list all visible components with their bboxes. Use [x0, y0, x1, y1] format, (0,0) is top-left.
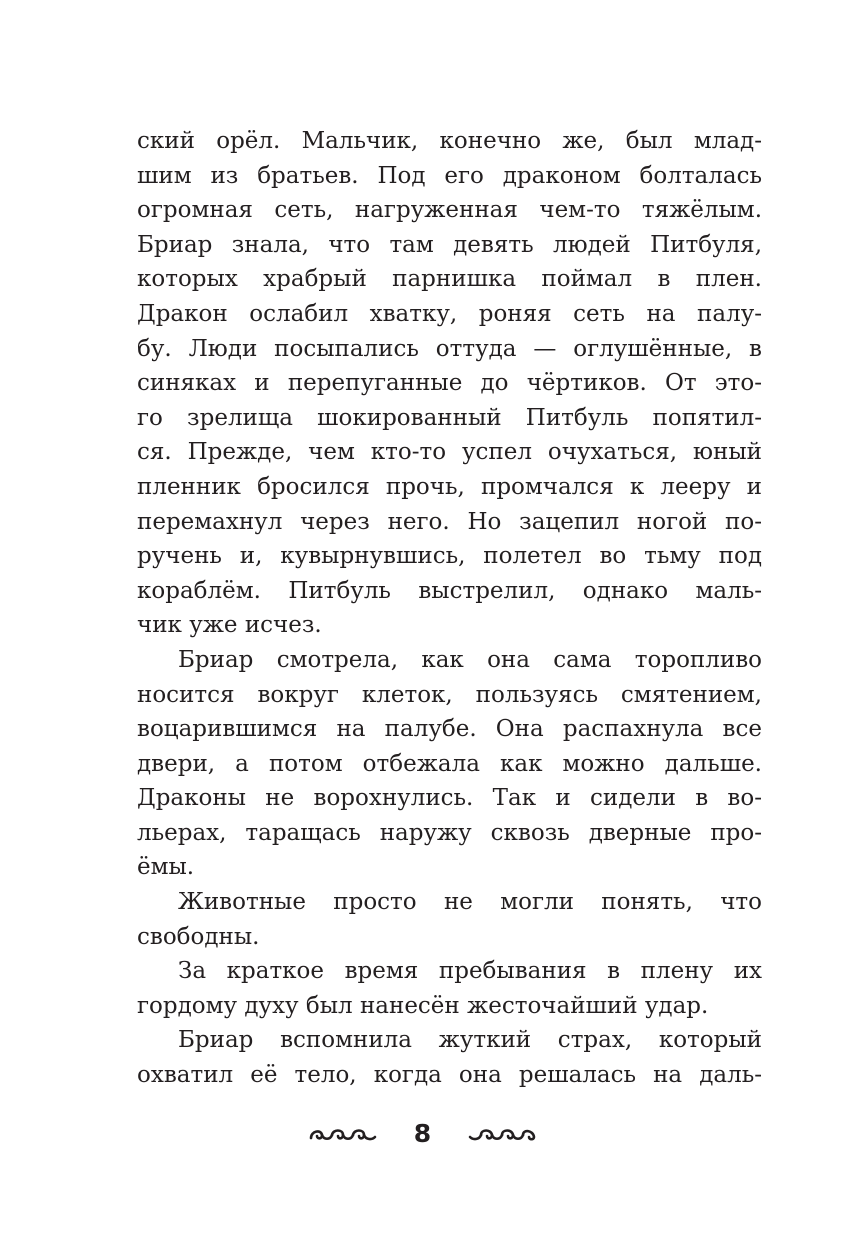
text-line: двери, а потом отбежала как можно дальше.: [137, 750, 762, 777]
text-line: За краткое время пребывания в плену их: [178, 958, 762, 985]
text-line: ся. Прежде, чем кто-то успел очухаться, юный: [137, 439, 762, 466]
text-line: бу. Люди посыпались оттуда — оглушённые, в: [137, 335, 762, 362]
text-line: которых храбрый парнишка поймал в плен.: [137, 266, 762, 293]
text-line: ёмы.: [137, 854, 195, 881]
left-ornament-icon: [308, 1124, 378, 1144]
text-line: го зрелища шокированный Питбуль попятил-: [137, 404, 762, 431]
text-line: шим из братьев. Под его драконом болталась: [137, 162, 762, 189]
text-line: огромная сеть, нагруженная чем-то тяжёлым.: [137, 197, 762, 224]
text-line: Бриар смотрела, как она сама торопливо: [178, 646, 762, 673]
text-line: пленник бросился прочь, промчался к лееру и: [137, 473, 762, 500]
text-line: охватил её тело, когда она решалась на даль-: [137, 1062, 762, 1089]
paragraph: [137, 1023, 762, 1092]
text-line: синяках и перепуганные до чёртиков. От это-: [137, 370, 762, 397]
text-line: ский орёл. Мальчик, конечно же, был млад-: [137, 128, 762, 154]
paragraph: [137, 643, 762, 885]
text-line: Бриар вспомнила жуткий страх, который: [178, 1027, 762, 1054]
text-line: ручень и, кувырнувшись, полетел во тьму под: [137, 543, 762, 570]
text-line: Бриар знала, что там девять людей Питбуля,: [137, 231, 762, 258]
text-line: Животные просто не могли понять, что: [178, 889, 762, 916]
text-line: чик уже исчез.: [137, 612, 322, 639]
body-text: [137, 124, 762, 1093]
text-line: льерах, таращась наружу сквозь дверные про-: [137, 819, 762, 846]
text-line: воцарившимся на палубе. Она распахнула все: [137, 716, 762, 743]
text-line: гордому духу был нанесён жесточайший удар.: [137, 992, 709, 1019]
text-line: носится вокруг клеток, пользуясь смятением,: [137, 681, 762, 708]
text-line: свободны.: [137, 923, 260, 950]
right-ornament-icon: [467, 1124, 537, 1144]
text-line: кораблём. Питбуль выстрелил, однако маль-: [137, 577, 762, 604]
paragraph: [137, 954, 762, 1023]
paragraph: [137, 885, 762, 954]
page-number: 8: [413, 1119, 432, 1148]
page-footer: [0, 1116, 845, 1152]
text-line: Дракон ослабил хватку, роняя сеть на палу-: [137, 300, 762, 327]
text-line: перемахнул через него. Но зацепил ногой по-: [137, 508, 762, 535]
paragraph: [137, 124, 762, 643]
text-line: Драконы не ворохнулись. Так и сидели в во-: [137, 785, 762, 812]
